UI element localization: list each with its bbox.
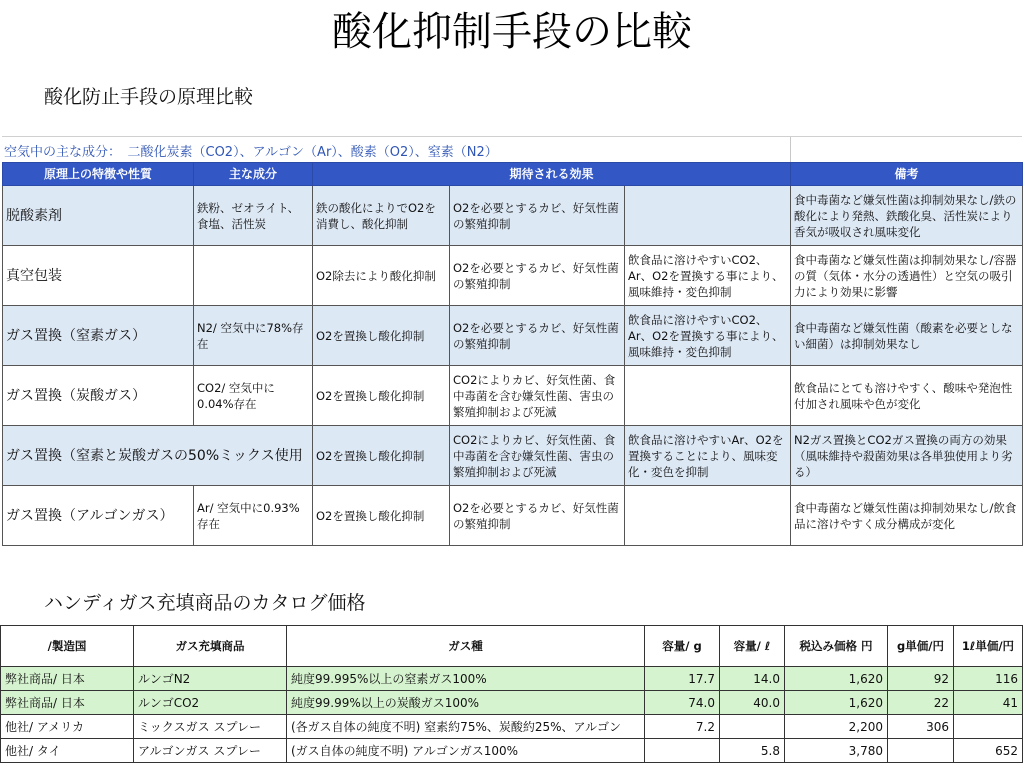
effect-microbial: O2を必要とするカビ、好気性菌の繁殖抑制 xyxy=(450,486,625,546)
section-title-principles: 酸化防止手段の原理比較 xyxy=(44,86,254,108)
method-name: 真空包装 xyxy=(3,246,194,306)
header-capacity-l: 容量/ ℓ xyxy=(720,626,785,667)
effect-flavor: 飲食品に溶けやすいCO2、Ar、O2を置換する事により、風味維持・変色抑制 xyxy=(625,246,791,306)
unit-price-g xyxy=(888,739,954,763)
remarks: N2ガス置換とCO2ガス置換の両方の効果（風味維持や殺菌効果は各単独使用より劣る） xyxy=(791,426,1023,486)
table-header-row xyxy=(3,163,1023,186)
remarks: 食中毒菌など嫌気性菌は抑制効果なし/鉄の酸化により発熱、鉄酸化臭、活性炭により香気が吸収され風味変化 xyxy=(791,186,1023,246)
effect-microbial: O2を必要とするカビ、好気性菌の繁殖抑制 xyxy=(450,186,625,246)
unit-price-g: 22 xyxy=(888,691,954,715)
effect-flavor xyxy=(625,366,791,426)
effect-microbial: CO2によりカビ、好気性菌、食中毒菌を含む嫌気性菌、害虫の繁殖抑制および死滅 xyxy=(450,426,625,486)
air-composition-note xyxy=(2,136,1022,163)
capacity-g: 7.2 xyxy=(645,715,720,739)
unit-price-l: 41 xyxy=(954,691,1023,715)
remarks: 食中毒菌など嫌気性菌は抑制効果なし/容器の質（気体・水分の透過性）と空気の吸引力により効果に影響 xyxy=(791,246,1023,306)
price: 1,620 xyxy=(785,691,888,715)
table-row xyxy=(1,667,1023,691)
main-components: 鉄粉、ゼオライト、食塩、活性炭 xyxy=(194,186,313,246)
effect-microbial: CO2によりカビ、好気性菌、食中毒菌を含む嫌気性菌、害虫の繁殖抑制および死滅 xyxy=(450,366,625,426)
main-components: N2/ 空気中に78%存在 xyxy=(194,306,313,366)
header-unit-price-l: 1ℓ単価/円 xyxy=(954,626,1023,667)
table-row xyxy=(1,715,1023,739)
header-remarks: 備考 xyxy=(791,163,1023,186)
section-title-catalog: ハンディガス充填商品のカタログ価格 xyxy=(44,592,366,614)
unit-price-g: 306 xyxy=(888,715,954,739)
gas-type: (各ガス自体の純度不明) 窒素約75%、炭酸約25%、アルゴン xyxy=(287,715,645,739)
method-name: ガス置換（炭酸ガス） xyxy=(3,366,194,426)
maker-country: 弊社商品/ 日本 xyxy=(1,691,134,715)
maker-country: 弊社商品/ 日本 xyxy=(1,667,134,691)
remarks: 飲食品にとても溶けやすく、酸味や発泡性付加され風味や色が変化 xyxy=(791,366,1023,426)
effect-microbial: O2を必要とするカビ、好気性菌の繁殖抑制 xyxy=(450,306,625,366)
method-name: ガス置換（窒素ガス） xyxy=(3,306,194,366)
table-row xyxy=(3,306,1023,366)
unit-price-l xyxy=(954,715,1023,739)
catalog-price-table xyxy=(0,625,1023,763)
unit-price-l: 652 xyxy=(954,739,1023,763)
product-name: ミックスガス スプレー xyxy=(134,715,287,739)
header-product: ガス充填商品 xyxy=(134,626,287,667)
product-name: ルンゴCO2 xyxy=(134,691,287,715)
effect-oxidation: O2を置換し酸化抑制 xyxy=(313,366,450,426)
product-name: ルンゴN2 xyxy=(134,667,287,691)
capacity-g xyxy=(645,739,720,763)
effect-flavor: 飲食品に溶けやすいCO2、Ar、O2を置換する事により、風味維持・変色抑制 xyxy=(625,306,791,366)
table-row xyxy=(3,426,1023,486)
header-capacity-g: 容量/ g xyxy=(645,626,720,667)
effect-flavor xyxy=(625,486,791,546)
note-column-divider xyxy=(790,137,791,163)
main-components: CO2/ 空気中に0.04%存在 xyxy=(194,366,313,426)
unit-price-g: 92 xyxy=(888,667,954,691)
gas-type: (ガス自体の純度不明) アルゴンガス100% xyxy=(287,739,645,763)
header-unit-price-g: g単価/円 xyxy=(888,626,954,667)
effect-oxidation: O2を置換し酸化抑制 xyxy=(313,486,450,546)
capacity-l xyxy=(720,715,785,739)
table-row xyxy=(3,186,1023,246)
header-effects: 期待される効果 xyxy=(313,163,791,186)
page-title: 酸化抑制手段の比較 xyxy=(332,9,692,55)
principles-table xyxy=(2,162,1023,546)
effect-oxidation: O2を置換し酸化抑制 xyxy=(313,306,450,366)
table-header-row xyxy=(1,626,1023,667)
main-components: Ar/ 空気中に0.93%存在 xyxy=(194,486,313,546)
effect-oxidation: O2除去により酸化抑制 xyxy=(313,246,450,306)
table-row xyxy=(3,246,1023,306)
effect-oxidation: 鉄の酸化によりでO2を消費し、酸化抑制 xyxy=(313,186,450,246)
product-name: アルゴンガス スプレー xyxy=(134,739,287,763)
maker-country: 他社/ アメリカ xyxy=(1,715,134,739)
price: 2,200 xyxy=(785,715,888,739)
remarks: 食中毒菌など嫌気性菌は抑制効果なし/飲食品に溶けやすく成分構成が変化 xyxy=(791,486,1023,546)
capacity-l: 14.0 xyxy=(720,667,785,691)
effect-flavor xyxy=(625,186,791,246)
effect-oxidation: O2を置換し酸化抑制 xyxy=(313,426,450,486)
price: 3,780 xyxy=(785,739,888,763)
capacity-g: 74.0 xyxy=(645,691,720,715)
remarks: 食中毒菌など嫌気性菌（酸素を必要としない細菌）は抑制効果なし xyxy=(791,306,1023,366)
gas-type: 純度99.99%以上の炭酸ガス100% xyxy=(287,691,645,715)
capacity-l: 5.8 xyxy=(720,739,785,763)
header-maker-country: /製造国 xyxy=(1,626,134,667)
header-price: 税込み価格 円 xyxy=(785,626,888,667)
table-row xyxy=(1,739,1023,763)
effect-flavor: 飲食品に溶けやすいAr、O2を置換することにより、風味変化・変色を抑制 xyxy=(625,426,791,486)
unit-price-l: 116 xyxy=(954,667,1023,691)
air-composition-text: 空気中の主な成分： 二酸化炭素（CO2）、アルゴン（Ar）、酸素（O2）、窒素（N2） xyxy=(4,145,498,160)
header-components: 主な成分 xyxy=(194,163,313,186)
capacity-g: 17.7 xyxy=(645,667,720,691)
method-name: 脱酸素剤 xyxy=(3,186,194,246)
table-row xyxy=(3,486,1023,546)
table-row xyxy=(3,366,1023,426)
gas-type: 純度99.995%以上の窒素ガス100% xyxy=(287,667,645,691)
method-name: ガス置換（窒素と炭酸ガスの50%ミックス使用 xyxy=(3,426,313,486)
header-gas-type: ガス種 xyxy=(287,626,645,667)
main-components xyxy=(194,246,313,306)
maker-country: 他社/ タイ xyxy=(1,739,134,763)
header-principle: 原理上の特徴や性質 xyxy=(3,163,194,186)
method-name: ガス置換（アルゴンガス） xyxy=(3,486,194,546)
effect-microbial: O2を必要とするカビ、好気性菌の繁殖抑制 xyxy=(450,246,625,306)
price: 1,620 xyxy=(785,667,888,691)
table-row xyxy=(1,691,1023,715)
capacity-l: 40.0 xyxy=(720,691,785,715)
